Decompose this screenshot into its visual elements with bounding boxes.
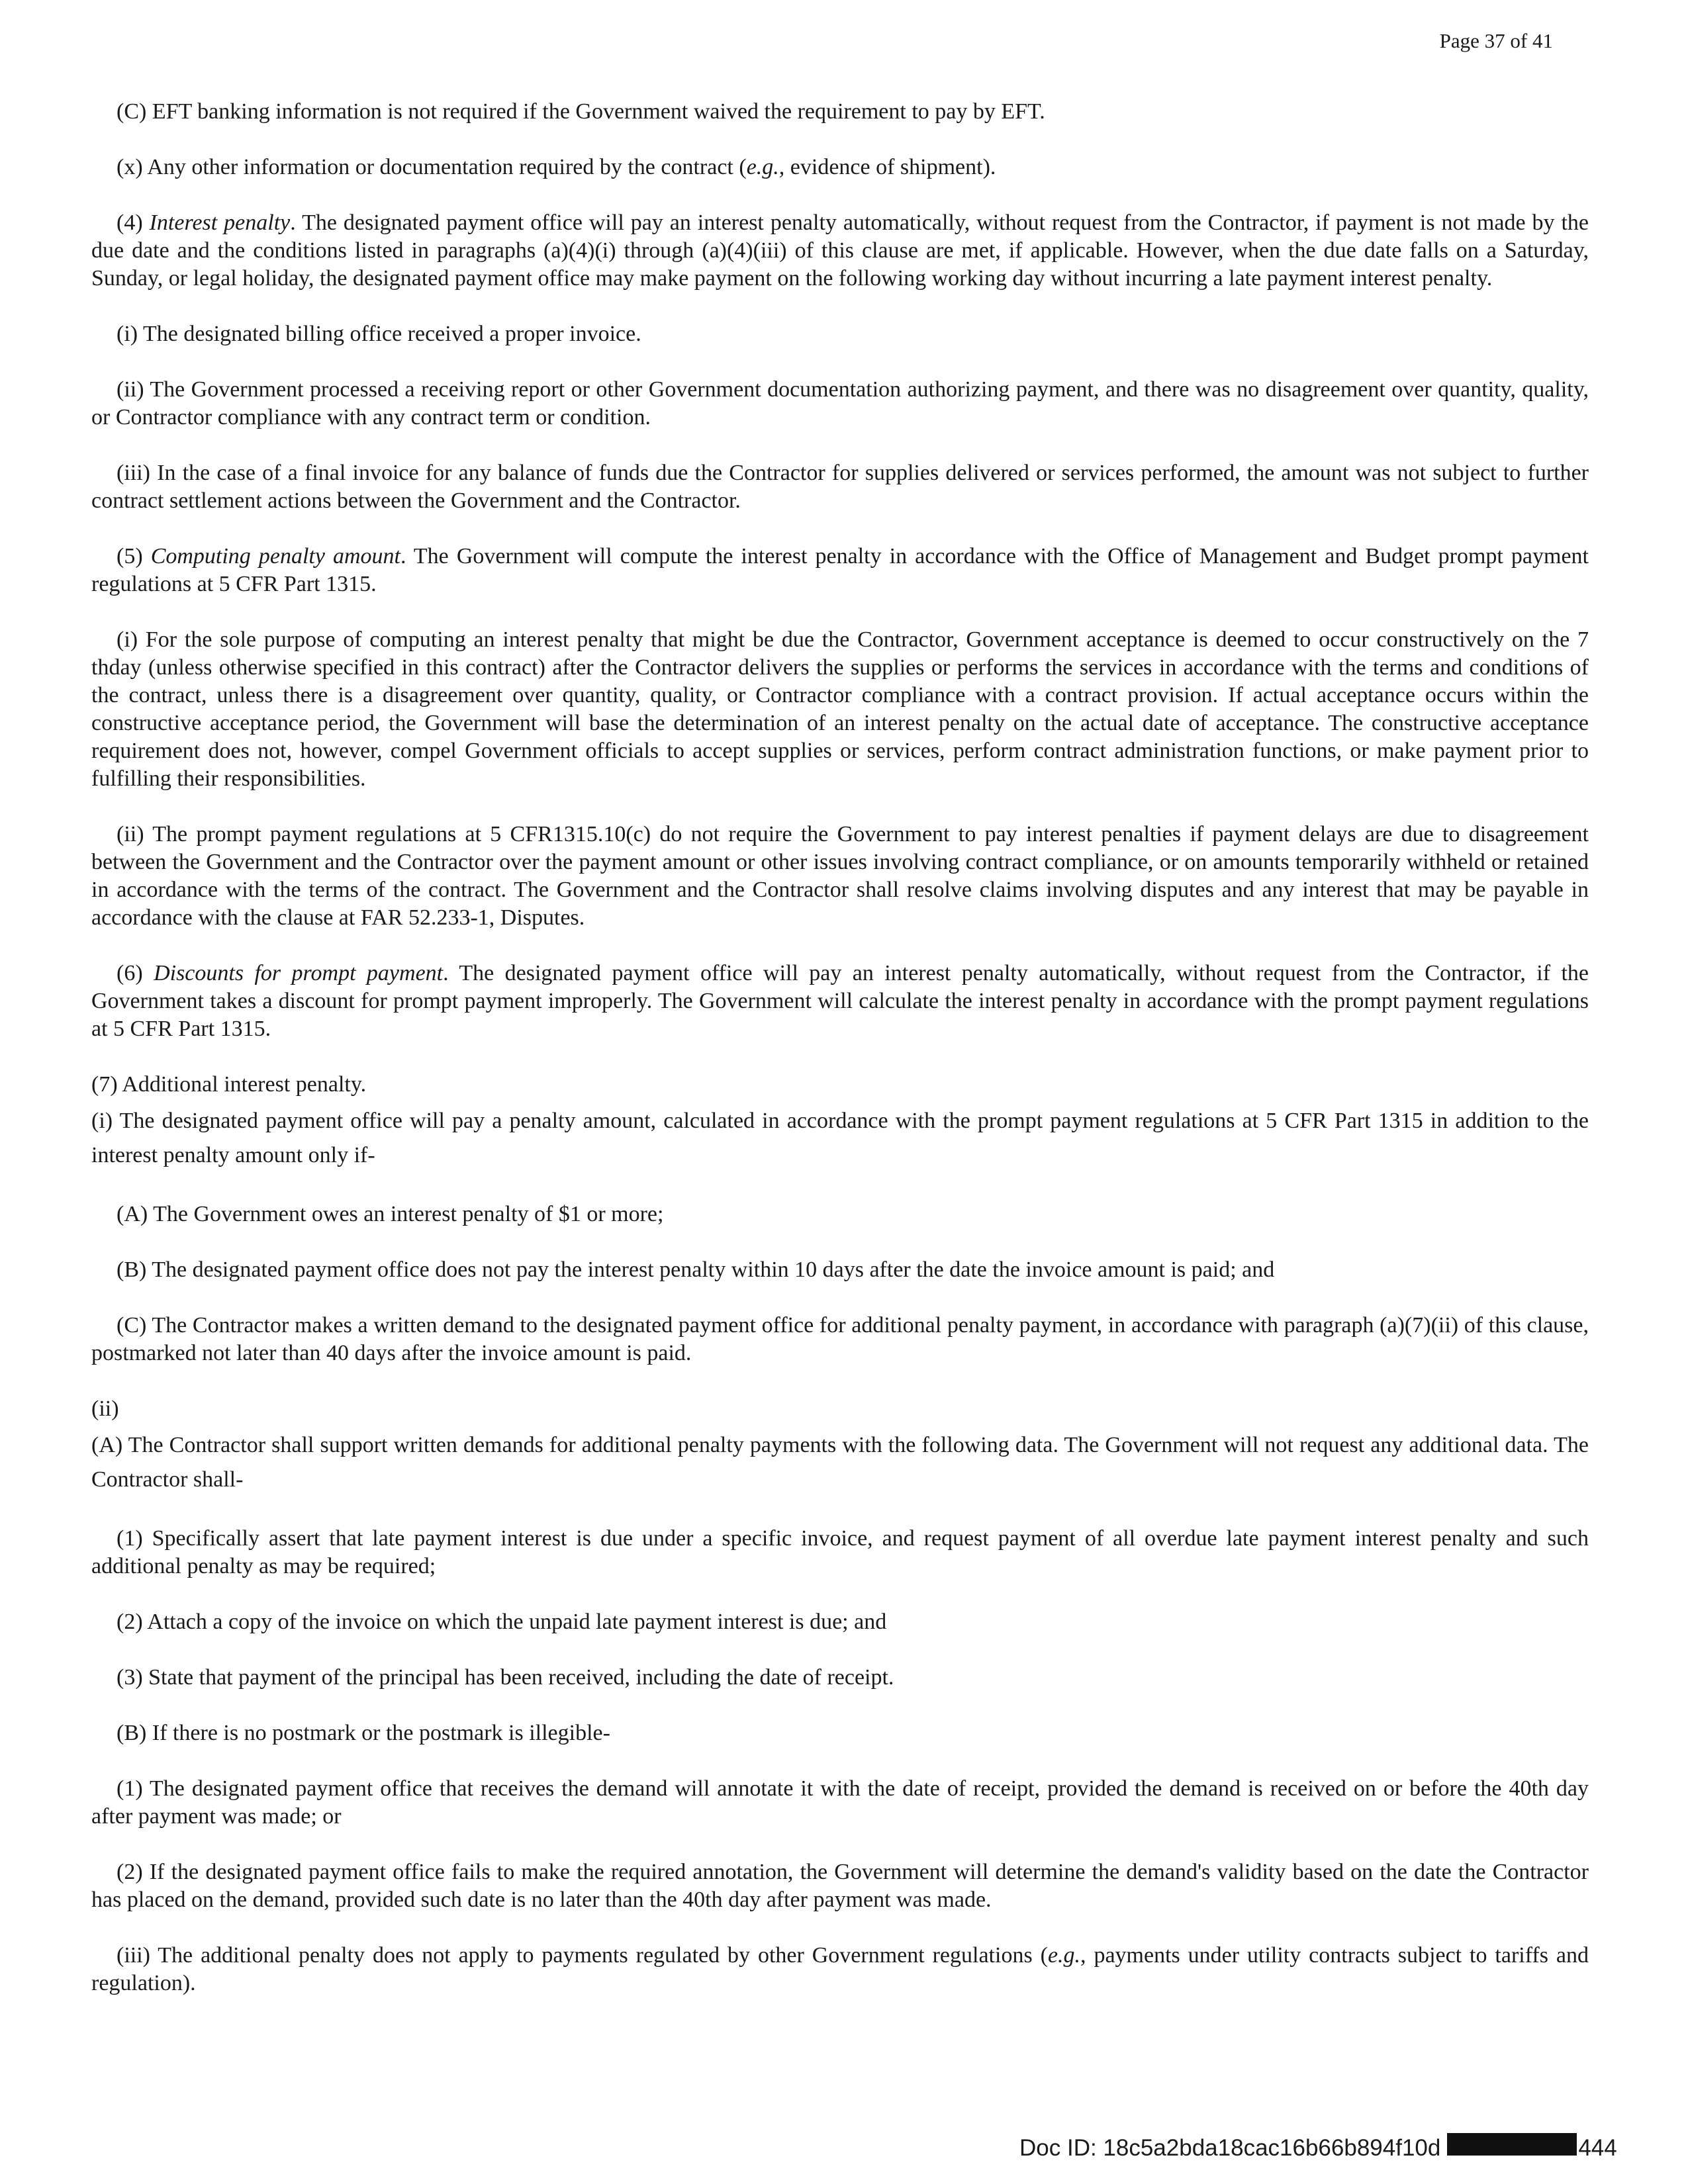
emphasis-text: Computing penalty amount (150, 544, 400, 569)
paragraph (91, 459, 1589, 515)
paragraph-text: (ii) The Government processed a receiving report or other Government documentation authorizing payment, and there was no disagreement over quantity, quality, or Contractor compliance with any contract term or condition. (91, 377, 1589, 430)
paragraph-text: (x) Any other information or documentation required by the contract ( (117, 155, 747, 179)
paragraph-text: (1) The designated payment office that receives the demand will annotate it with the date of receipt, provided the demand is received on or before the 40th day after payment was made; or (91, 1776, 1589, 1829)
paragraph-text: (7) Additional interest penalty. (91, 1072, 367, 1097)
paragraph (91, 1608, 1589, 1636)
doc-id-text: Doc ID: 18c5a2bda18cac16b66b894f10d (1019, 2135, 1441, 2161)
paragraph-text: (A) The Government owes an interest penalty of $1 or more; (117, 1202, 664, 1226)
paragraph-text: evidence of shipment). (784, 155, 996, 179)
emphasis-text: Interest penalty (149, 210, 291, 235)
paragraph (91, 1942, 1589, 1997)
paragraph (91, 626, 1589, 793)
paragraph-text: (iii) The additional penalty does not apply to payments regulated by other Government regulations ( (117, 1943, 1048, 1968)
paragraph-text: (i) The designated billing office received a proper invoice. (117, 322, 641, 346)
paragraph (91, 1395, 1589, 1423)
paragraph-text: (i) For the sole purpose of computing an interest penalty that might be due the Contractor, Government acceptance is deemed to occur constructively on the 7 thday (unless otherwise specified in this contract) after the Contractor delivers the supplies or performs the services in accordance with the terms and conditions of the contract, unless there is a disagreement over quantity, quality, or Contractor compliance with a contract provision. If actual acceptance occurs within the constructive acceptance period, the Government will base the determination of an interest penalty on the actual date of acceptance. The constructive acceptance requirement does not, however, compel Government officials to accept supplies or services, perform contract administration functions, or make payment prior to fulfilling their responsibilities. (91, 627, 1589, 791)
paragraph (91, 320, 1589, 348)
doc-id-footer (1019, 2135, 1617, 2161)
paragraph-text: payments under utility contracts subject to tariffs and regulation). (91, 1943, 1589, 1995)
paragraph (91, 209, 1589, 293)
paragraph (91, 1104, 1589, 1173)
page-number: Page 37 of 41 (1439, 29, 1553, 52)
paragraph (91, 1312, 1589, 1367)
paragraph (91, 376, 1589, 432)
paragraph-text: (6) (117, 961, 154, 985)
paragraph-text: (B) The designated payment office does not pay the interest penalty within 10 days after the date the invoice amount is paid; and (117, 1257, 1275, 1282)
emphasis-text: e.g., (746, 155, 785, 179)
paragraph-text: (2) If the designated payment office fails to make the required annotation, the Government will determine the demand's validity based on the date the Contractor has placed on the demand, provided such date is no later than the 40th day after payment was made. (91, 1860, 1589, 1912)
paragraph (91, 543, 1589, 598)
paragraph-text: (iii) In the case of a final invoice for any balance of funds due the Contractor for supplies delivered or services performed, the amount was not subject to further contract settlement actions between the Government and the Contractor. (91, 461, 1589, 513)
paragraph-text: (5) (117, 544, 151, 569)
paragraph-text: (2) Attach a copy of the invoice on which the unpaid late payment interest is due; and (117, 1610, 887, 1634)
paragraph-text: . The Government will compute the interest penalty in accordance with the Office of Management and Budget prompt payment regulations at 5 CFR Part 1315. (91, 544, 1589, 596)
paragraph-text: (4) (117, 210, 150, 235)
emphasis-text: Discounts for prompt payment (154, 961, 444, 985)
paragraph (91, 821, 1589, 932)
paragraph-text: (i) The designated payment office will pay a penalty amount, calculated in accordance with the prompt payment regulations at 5 CFR Part 1315 in addition to the interest penalty amount only if- (91, 1109, 1589, 1167)
paragraph (91, 1071, 1589, 1099)
emphasis-text: e.g., (1047, 1943, 1086, 1968)
paragraph-text: (C) The Contractor makes a written demand to the designated payment office for additional penalty payment, in accordance with paragraph (a)(7)(ii) of this clause, postmarked not later than 40 days after the invoice amount is paid. (91, 1313, 1589, 1365)
paragraph (91, 1664, 1589, 1692)
paragraph-text: (ii) (91, 1396, 119, 1421)
paragraph (91, 1525, 1589, 1580)
paragraph-text: . The designated payment office will pay an interest penalty automatically, without request from the Contractor, if the Government takes a discount for prompt payment improperly. The Government will calculate the interest penalty in accordance with the prompt payment regulations at 5 CFR Part 1315. (91, 961, 1589, 1041)
paragraph (91, 1256, 1589, 1284)
paragraph-text: . The designated payment office will pay an interest penalty automatically, without request from the Contractor, if payment is not made by the due date and the conditions listed in paragraphs (a)(4)(i) through (a)(4)(iii) of this clause are met, if applicable. However, when the due date falls on a Saturday, Sunday, or legal holiday, the designated payment office may make payment on the following working day without incurring a late payment interest penalty. (91, 210, 1589, 291)
paragraph (91, 1775, 1589, 1831)
paragraph (91, 1719, 1589, 1747)
paragraph-text: (1) Specifically assert that late payment interest is due under a specific invoice, and request payment of all overdue late payment interest penalty and such additional penalty as may be required; (91, 1526, 1589, 1578)
paragraph (91, 960, 1589, 1043)
doc-id-suffix: 444 (1578, 2135, 1617, 2161)
paragraph-text: (3) State that payment of the principal has been received, including the date of receipt. (117, 1665, 894, 1690)
paragraph-text: (B) If there is no postmark or the postmark is illegible- (117, 1721, 610, 1745)
redaction-bar (1447, 2133, 1577, 2156)
paragraph (91, 1858, 1589, 1914)
document-body (91, 98, 1589, 1997)
paragraph-text: (A) The Contractor shall support written demands for additional penalty payments with the following data. The Government will not request any additional data. The Contractor shall- (91, 1433, 1589, 1492)
paragraph-text: (C) EFT banking information is not required if the Government waived the requirement to pay by EFT. (117, 99, 1045, 124)
paragraph (91, 1428, 1589, 1497)
paragraph (91, 98, 1589, 126)
paragraph (91, 154, 1589, 181)
paragraph-text: (ii) The prompt payment regulations at 5 CFR1315.10(c) do not require the Government to pay interest penalties if payment delays are due to disagreement between the Government and the Contractor over the payment amount or other issues involving contract compliance, or on amounts temporarily withheld or retained in accordance with the terms of the contract. The Government and the Contractor shall resolve claims involving disputes and any interest that may be payable in accordance with the clause at FAR 52.233-1, Disputes. (91, 822, 1589, 930)
paragraph (91, 1201, 1589, 1228)
